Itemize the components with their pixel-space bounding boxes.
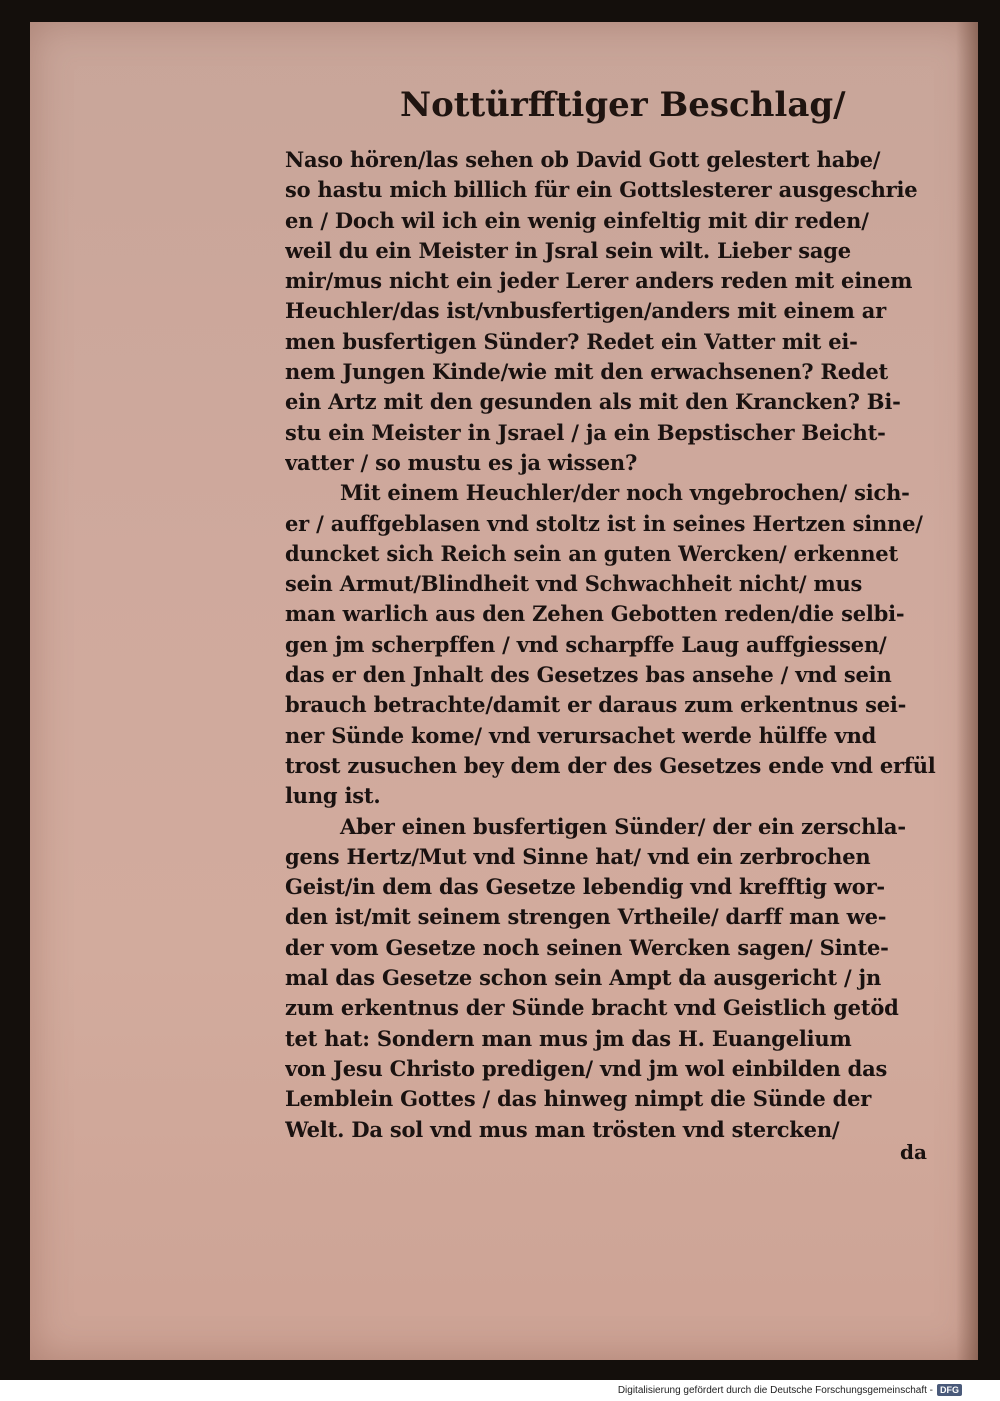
catchword: da xyxy=(900,1140,927,1164)
text-line: von Jesu Christo predigen/ vnd jm wol einbilden das xyxy=(285,1055,888,1081)
text-line: Geist/in dem das Gesetze lebendig vnd krefftig wor- xyxy=(285,874,885,900)
text-line: man warlich aus den Zehen Gebotten reden/die selbi- xyxy=(285,601,905,627)
text-line: so hastu mich billich für ein Gottslesterer ausgeschrie xyxy=(285,177,918,203)
text-line: tet hat: Sondern man mus jm das H. Euangelium xyxy=(285,1025,852,1051)
text-line: zum erkentnus der Sünde bracht vnd Geistlich getöd xyxy=(285,995,899,1021)
text-line: ein Artz mit den gesunden als mit den Krancken? Bi- xyxy=(285,389,901,415)
text-line: vatter / so mustu es ja wissen? xyxy=(285,449,638,475)
text-line: lung ist. xyxy=(285,783,381,809)
text-line: Heuchler/das ist/vnbusfertigen/anders mit einem ar xyxy=(285,298,887,324)
text-line: ner Sünde kome/ vnd verursachet werde hülffe vnd xyxy=(285,722,877,748)
page-gutter-shadow xyxy=(956,22,978,1360)
text-line: stu ein Meister in Jsrael / ja ein Bepstischer Beicht- xyxy=(285,419,886,445)
running-head: Nottürfftiger Beschlag/ xyxy=(400,85,846,125)
text-line: weil du ein Meister in Jsral sein wilt. Lieber sage xyxy=(285,237,851,263)
text-line: duncket sich Reich sein an guten Wercken/ erkennet xyxy=(285,540,898,566)
text-line: mir/mus nicht ein jeder Lerer anders reden mit einem xyxy=(285,268,913,294)
text-line: er / auffgeblasen vnd stoltz ist in seines Hertzen sinne/ xyxy=(285,510,923,536)
credit-text: Digitalisierung gefördert durch die Deutsche Forschungsgemeinschaft - xyxy=(617,1384,933,1396)
text-line: gens Hertz/Mut vnd Sinne hat/ vnd ein zerbrochen xyxy=(285,843,871,869)
text-line: Lemblein Gottes / das hinweg nimpt die Sünde der xyxy=(285,1086,872,1112)
text-line: trost zusuchen bey dem der des Gesetzes ende vnd erfül xyxy=(285,752,936,778)
digitization-credit xyxy=(618,1384,962,1396)
text-line: gen jm scherpffen / vnd scharpffe Laug auffgiessen/ xyxy=(285,631,887,657)
text-line: en / Doch wil ich ein wenig einfeltig mit dir reden/ xyxy=(285,207,869,233)
text-line: mal das Gesetze schon sein Ampt da ausgericht / jn xyxy=(285,965,882,991)
body-text xyxy=(285,145,945,1145)
text-line: nem Jungen Kinde/wie mit den erwachsenen? Redet xyxy=(285,359,889,385)
text-line: Welt. Da sol vnd mus man trösten vnd stercken/ xyxy=(285,1116,840,1142)
text-line: der vom Gesetze noch seinen Wercken sagen/ Sinte- xyxy=(285,934,889,960)
text-line: brauch betrachte/damit er daraus zum erkentnus sei- xyxy=(285,692,907,718)
text-line: men busfertigen Sünder? Redet ein Vatter mit ei- xyxy=(285,328,858,354)
text-line: sein Armut/Blindheit vnd Schwachheit nicht/ mus xyxy=(285,571,863,597)
dfg-logo-icon: DFG xyxy=(937,1384,962,1396)
text-line: Aber einen busfertigen Sünder/ der ein zerschla- xyxy=(340,813,906,839)
text-line: Mit einem Heuchler/der noch vngebrochen/ sich- xyxy=(340,480,910,506)
text-line: den ist/mit seinem strengen Vrtheile/ darff man we- xyxy=(285,904,887,930)
text-line: das er den Jnhalt des Gesetzes bas ansehe / vnd sein xyxy=(285,662,892,688)
text-line: Naso hören/las sehen ob David Gott gelestert habe/ xyxy=(285,147,881,172)
